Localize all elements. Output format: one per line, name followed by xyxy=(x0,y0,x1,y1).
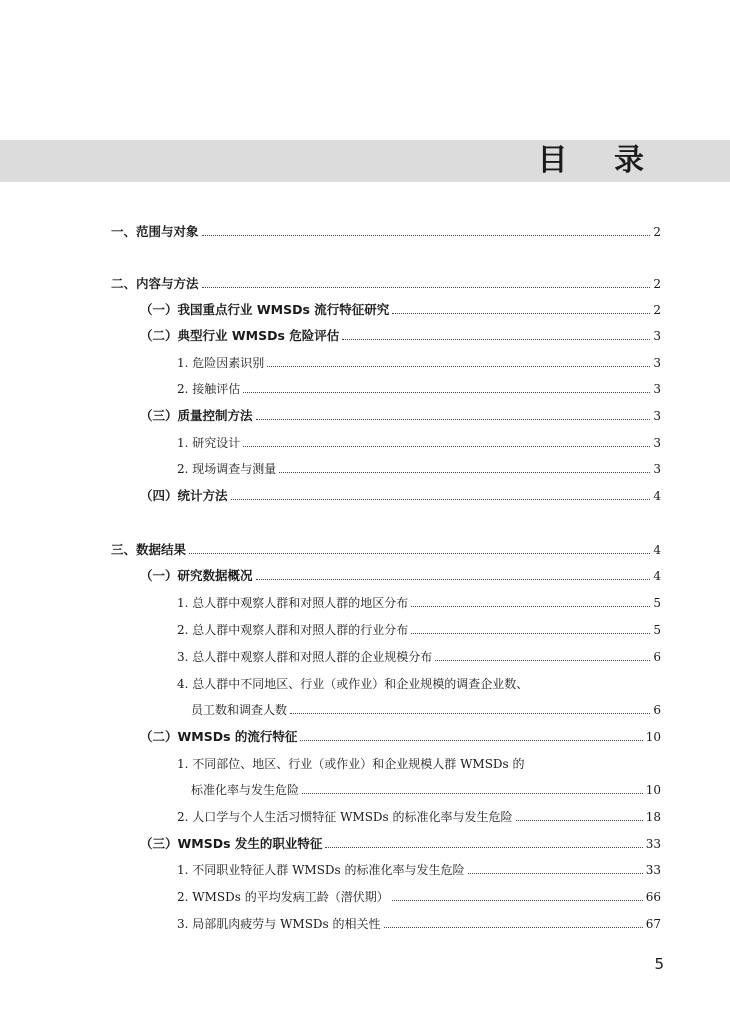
toc-entry-label: 2. 现场调查与测量 xyxy=(177,462,277,476)
toc-entry[interactable] xyxy=(111,542,661,558)
toc-entry[interactable] xyxy=(177,916,661,932)
toc-entry-page: 4 xyxy=(653,543,661,557)
dot-leader xyxy=(256,419,651,420)
dot-leader xyxy=(243,392,650,393)
toc-entry-page: 66 xyxy=(645,890,661,904)
toc-entry-page: 3 xyxy=(653,329,661,343)
toc-entry[interactable] xyxy=(177,381,661,397)
dot-leader xyxy=(411,606,650,607)
toc-entry-label: （三）WMSDs 发生的职业特征 xyxy=(140,836,323,851)
dot-leader xyxy=(243,446,650,447)
toc-entry-page: 3 xyxy=(653,462,661,476)
dot-leader xyxy=(384,927,643,928)
toc-entry[interactable] xyxy=(140,328,661,344)
toc-entry[interactable] xyxy=(177,889,661,905)
toc-entry-label: （二）典型行业 WMSDs 危险评估 xyxy=(140,328,340,343)
dot-leader xyxy=(411,633,650,634)
dot-leader xyxy=(290,713,650,714)
toc-entry-page: 3 xyxy=(653,382,661,396)
toc-entry[interactable] xyxy=(140,408,661,424)
toc-entry-label: 3. 总人群中观察人群和对照人群的企业规模分布 xyxy=(177,650,433,664)
toc-entry-page: 33 xyxy=(645,863,661,877)
toc-entry-label: 1. 研究设计 xyxy=(177,436,241,450)
toc-entry-page: 10 xyxy=(645,783,661,797)
dot-leader xyxy=(300,740,642,741)
toc-entry[interactable] xyxy=(140,302,661,318)
toc-entry-page: 67 xyxy=(645,917,661,931)
toc-entry-label: 2. 总人群中观察人群和对照人群的行业分布 xyxy=(177,623,409,637)
toc-entry[interactable] xyxy=(177,622,661,638)
toc-entry[interactable] xyxy=(177,355,661,371)
toc-entry[interactable] xyxy=(177,461,661,477)
toc-entry-label: （一）我国重点行业 WMSDs 流行特征研究 xyxy=(140,302,390,317)
toc-entry-page: 10 xyxy=(645,730,661,744)
toc-entry-label-line2: 员工数和调查人数 xyxy=(191,703,288,717)
toc-entry-page: 18 xyxy=(645,810,661,824)
toc-entry-label: 3. 局部肌肉疲劳与 WMSDs 的相关性 xyxy=(177,917,381,931)
toc-entry-label: 1. 危险因素识别 xyxy=(177,356,265,370)
toc-entry-page: 6 xyxy=(653,650,661,664)
dot-leader xyxy=(468,873,643,874)
toc-entry-label: 2. 人口学与个人生活习惯特征 WMSDs 的标准化率与发生危险 xyxy=(177,810,513,824)
dot-leader xyxy=(231,499,651,500)
toc-entry-label: 1. 不同职业特征人群 WMSDs 的标准化率与发生危险 xyxy=(177,863,465,877)
toc-entry-label: 二、内容与方法 xyxy=(111,276,199,291)
page-number: 5 xyxy=(654,955,664,973)
toc-entry[interactable] xyxy=(191,702,661,718)
dot-leader xyxy=(256,579,651,580)
toc-entry-page: 2 xyxy=(653,277,661,291)
toc-entry-label-line2: 标准化率与发生危险 xyxy=(191,783,300,797)
toc-entry-page: 2 xyxy=(653,225,661,239)
toc-entry-label: （四）统计方法 xyxy=(140,488,228,503)
toc-entry-page: 5 xyxy=(653,623,661,637)
toc-entry-page: 6 xyxy=(653,703,661,717)
toc-entry-label: 1. 总人群中观察人群和对照人群的地区分布 xyxy=(177,596,409,610)
toc-entry-page: 33 xyxy=(645,837,661,851)
toc-entry-label: （一）研究数据概况 xyxy=(140,568,253,583)
toc-entry[interactable] xyxy=(140,729,661,745)
dot-leader xyxy=(325,847,642,848)
toc-entry-label: （二）WMSDs 的流行特征 xyxy=(140,729,298,744)
toc-entry-page: 3 xyxy=(653,356,661,370)
toc-entry-page: 5 xyxy=(653,596,661,610)
page-title: 目 录 xyxy=(537,143,662,178)
dot-leader xyxy=(392,900,643,901)
dot-leader xyxy=(516,820,643,821)
toc-entry-label-line1[interactable]: 4. 总人群中不同地区、行业（或作业）和企业规模的调查企业数、 xyxy=(177,677,529,691)
toc-entry-label: 2. 接触评估 xyxy=(177,382,241,396)
toc-entry[interactable] xyxy=(177,649,661,665)
toc-entry[interactable] xyxy=(140,568,661,584)
toc-entry-label: （三）质量控制方法 xyxy=(140,408,253,423)
dot-leader xyxy=(392,313,650,314)
dot-leader xyxy=(267,366,650,367)
dot-leader xyxy=(302,793,643,794)
toc-entry[interactable] xyxy=(140,836,661,852)
dot-leader xyxy=(202,287,651,288)
toc-entry-label: 三、数据结果 xyxy=(111,542,187,557)
toc-entry-page: 3 xyxy=(653,409,661,423)
dot-leader xyxy=(279,472,650,473)
toc-entry-label: 一、范围与对象 xyxy=(111,224,199,239)
toc-entry-label-line1[interactable]: 1. 不同部位、地区、行业（或作业）和企业规模人群 WMSDs 的 xyxy=(177,757,525,771)
toc-entry-page: 4 xyxy=(653,569,661,583)
toc-entry[interactable] xyxy=(177,435,661,451)
toc-entry[interactable] xyxy=(111,276,661,292)
title-band xyxy=(0,140,730,182)
toc-entry[interactable] xyxy=(191,782,661,798)
dot-leader xyxy=(202,235,651,236)
toc-entry[interactable] xyxy=(111,224,661,240)
toc-entry-label: 2. WMSDs 的平均发病工龄（潜伏期） xyxy=(177,890,389,904)
dot-leader xyxy=(435,660,650,661)
dot-leader xyxy=(342,339,650,340)
dot-leader xyxy=(189,553,650,554)
toc-entry[interactable] xyxy=(177,595,661,611)
toc-entry[interactable] xyxy=(177,809,661,825)
toc-entry-page: 2 xyxy=(653,303,661,317)
toc-entry-page: 4 xyxy=(653,489,661,503)
toc-entry-page: 3 xyxy=(653,436,661,450)
toc-entry[interactable] xyxy=(140,488,661,504)
toc-entry[interactable] xyxy=(177,862,661,878)
